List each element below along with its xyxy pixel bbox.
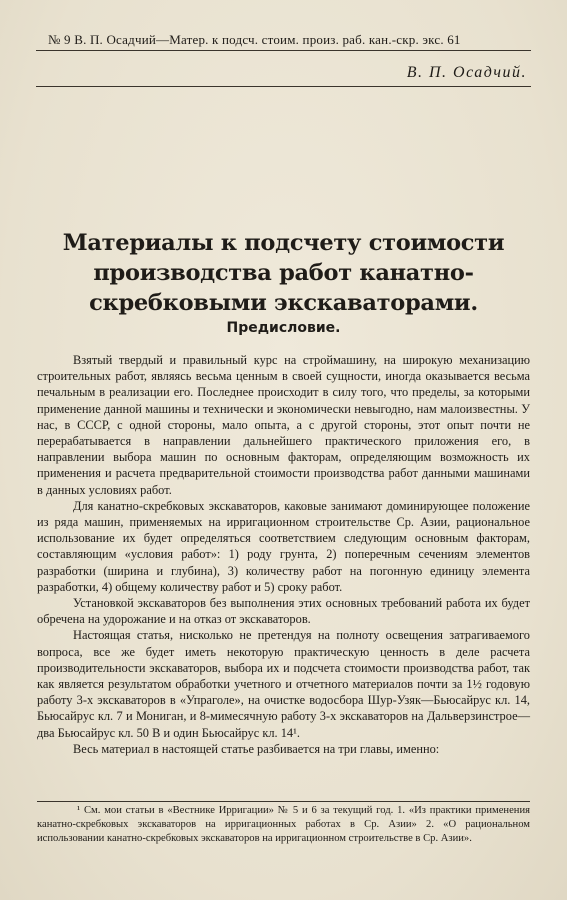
paragraph: Настоящая статья, нисколько не претендуя на полноту освещения затрагиваемого вопроса, все же будет иметь некоторую практическую ценность в деле расчета производительности экскаваторов, выбора их и подсчета стоимости производства работ, так как является результатом обработки учетного и отчетного материалов почти за 1½ годовую работу 3-х экскаваторов в «Упраголе», на очистке водосбора Шур-Узяк—Бьюсайрус кл. 14, Бьюсайрус кл. 7 и Мониган, и 8-мимесячную работу 3-х экскаваторов на Дальверзинстрое—два Бьюсайрус кл. 50 В и один Бьюсайрус кл. 14¹. [37,628,530,740]
article-title: Материалы к подсчету стоимости производства работ канатно-скребковыми экскаваторами. [62,230,505,316]
author-rule [36,86,531,87]
paragraph: Взятый твердый и правильный курс на строймашину, на широкую механизацию строительных работ, являясь весьма ценным в своей сущности, иногда оказывается весьма печальным в реализации его. Последнее происходит в силу того, что пределы, за которыми применение данной машины и технически и экономически невыгодно, нам малоизвестны. У нас, в СССР, с одной стороны, мало опыта, а с другой стороны, этот опыт почти не перерабатывается в направлении дальнейшего практического приложения его, в направлении выбора машин по основным факторам, определяющим возможность их применения и расчета предварительной стоимости производства работ данными машинами в данных условиях работ. [37,353,530,497]
footnote: ¹ См. мои статьи в «Вестнике Ирригации» № 5 и 6 за текущий год. 1. «Из практики применения канатно-скребковых экскаваторов на ирригационных работах в Ср. Азии» 2. «О рациональном использовании канатно-скребковых экскаваторов на ирригационном строительстве в Ср. Азии». [37,805,530,844]
article-body [37,352,530,757]
paragraph: Весь материал в настоящей статье разбивается на три главы, именно: [73,741,440,756]
section-heading: Предисловие. [226,320,341,336]
paragraph: Установкой экскаваторов без выполнения этих основных требований работа их будет обречена на удорожание и на отказ от экскаваторов. [37,596,530,627]
author-name: В. П. Осадчий. [406,64,527,81]
footnote-rule [37,801,530,802]
running-head: № 9 В. П. Осадчий—Матер. к подсч. стоим. произ. раб. кан.-скр. экс. 61 [48,32,461,47]
header-rule [36,50,531,51]
paragraph: Для канатно-скребковых экскаваторов, каковые занимают доминирующее положение из ряда машин, применяемых на ирригационном строительстве Ср. Азии, рациональное использование их будет определяться соответствием следующим основным факторам, составляющим «условия работ»: 1) роду грунта, 2) поперечным сечениям элементов разработки (ширина и глубина), 3) количеству работ на погонную единицу элемента разработки, 4) общему количеству работ и 5) сроку работ. [37,498,530,594]
footnotes [37,804,530,846]
